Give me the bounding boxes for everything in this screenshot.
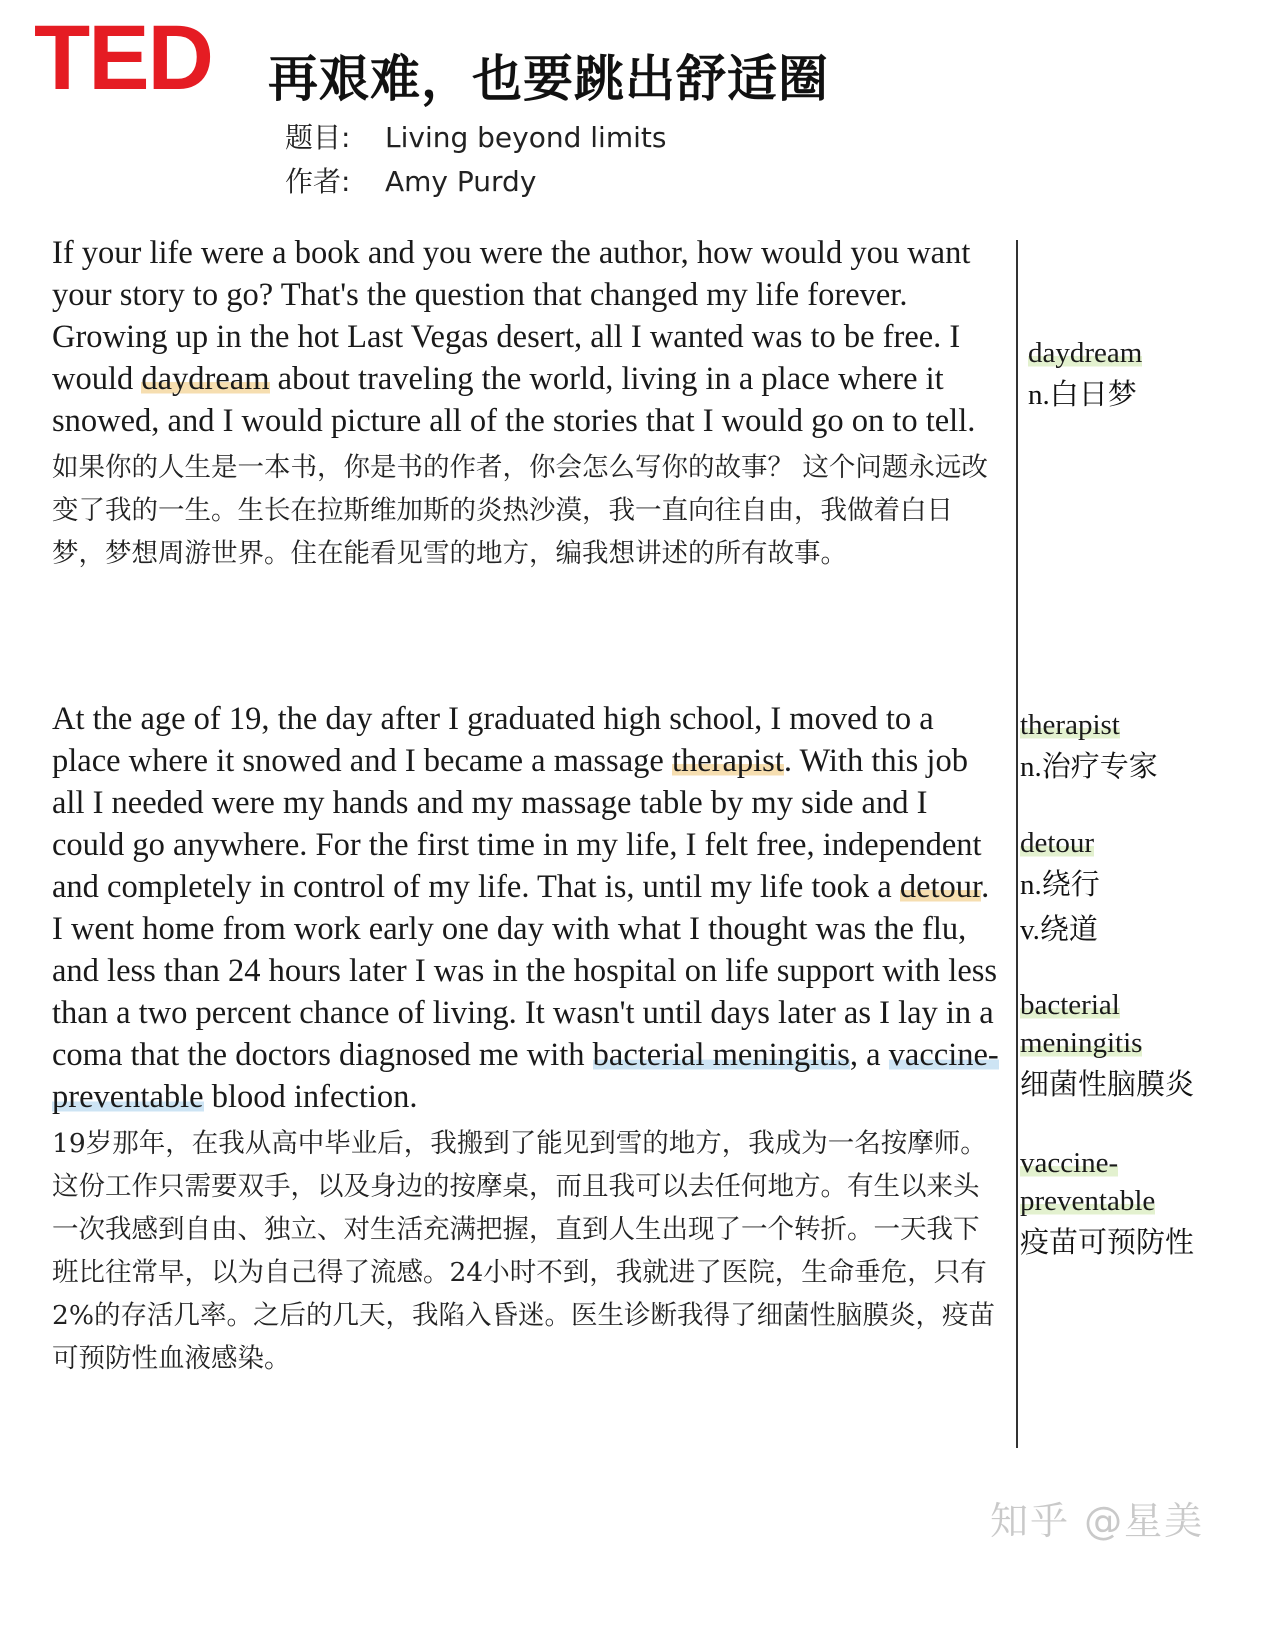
definition-text: 治疗专家: [1041, 749, 1158, 783]
text-span: about traveling the world, living in a place where it snowed, and I would picture all of the stories that I would go on to tell.: [52, 361, 976, 439]
vertical-divider: [1016, 240, 1018, 1448]
watermark: 知乎 @星美: [990, 1499, 1205, 1543]
glossary-word: [1020, 1144, 1170, 1220]
paragraph-1-chinese: 如果你的人生是一本书，你是书的作者，你会怎么写你的故事？ 这个问题永远改变了我的一生。生长在拉斯维加斯的炎热沙漠，我一直向往自由，我做着白日梦，梦想周游世界。住在能看见雪的地方，编我想讲述的所有故事。: [52, 452, 988, 569]
glossary-word-text: vaccine-preventable: [1020, 1147, 1156, 1217]
paragraph-2: [52, 698, 1002, 1380]
glossary-definition: [1028, 372, 1264, 417]
glossary-therapist: [1020, 706, 1260, 789]
glossary-word: [1028, 334, 1264, 372]
page-title: 再艰难，也要跳出舒适圈: [268, 50, 829, 108]
paragraph-2-english: [52, 698, 1002, 1118]
part-of-speech: n.: [1028, 379, 1050, 411]
glossary-word-text: therapist: [1020, 709, 1120, 741]
glossary-definition: [1020, 744, 1260, 789]
text-span: . I went home from work early one day with what I thought was the flu, and less than 24 hours later I was in the hospital on life support with less than a two percent chance of living. It wasn't until days later as I lay in a coma that the doctors diagnosed me with: [52, 869, 998, 1073]
text-span: If your life were a book and you were the author, how would you want your story to go? That's the question that changed my life forever. Growing up in the hot Last Vegas desert, all I wanted was to be free. I would: [52, 235, 971, 397]
paragraph-1-english: [52, 232, 1002, 442]
glossary-definition: [1020, 862, 1260, 907]
text-span: blood infection.: [203, 1079, 418, 1115]
paragraph-1: [52, 232, 1002, 575]
definition-text: 绕行: [1041, 867, 1100, 901]
text-span: , a: [849, 1037, 889, 1073]
glossary-word-text: detour: [1020, 827, 1095, 859]
author-row: [285, 162, 537, 202]
glossary-word-text: bacterial meningitis: [1020, 989, 1143, 1059]
glossary-detour: [1020, 824, 1260, 952]
ted-logo: TED: [34, 7, 212, 109]
definition-text: 绕道: [1039, 912, 1098, 946]
keyword-detour: detour: [899, 869, 982, 905]
author-label: 作者:: [285, 165, 351, 198]
glossary-word: [1020, 706, 1260, 744]
part-of-speech: v.: [1020, 914, 1040, 946]
keyword-bacterial-meningitis: bacterial meningitis: [592, 1037, 850, 1073]
definition-text: 白日梦: [1049, 377, 1137, 411]
topic-row: [285, 118, 667, 158]
glossary-vaccine-preventable: [1020, 1144, 1195, 1264]
text-span: At the age of 19, the day after I graduated high school, I moved to a place where it snowed and I became a massage: [52, 701, 934, 779]
glossary-word: [1020, 986, 1190, 1062]
keyword-vaccine-preventable: vaccine-preventable: [52, 1037, 999, 1115]
part-of-speech: n.: [1020, 751, 1042, 783]
keyword-therapist: therapist: [671, 743, 784, 779]
glossary-definition: 疫苗可预防性: [1020, 1225, 1195, 1259]
keyword-daydream: daydream: [141, 361, 270, 397]
topic-value: Living beyond limits: [385, 121, 667, 154]
glossary-daydream: [1028, 334, 1264, 417]
glossary-definition: 细菌性脑膜炎: [1020, 1067, 1195, 1101]
glossary-word: [1020, 824, 1260, 862]
glossary-definition-2: [1020, 907, 1260, 952]
glossary-bacterial-meningitis: [1020, 986, 1195, 1106]
text-span: . With this job all I needed were my hands and my massage table by my side and I could go anywhere. For the first time in my life, I felt free, independent and completely in control of my life. That is, until my life took a: [52, 743, 982, 905]
paragraph-2-chinese: 19岁那年，在我从高中毕业后，我搬到了能见到雪的地方，我成为一名按摩师。这份工作只需要双手，以及身边的按摩桌，而且我可以去任何地方。有生以来头一次我感到自由、独立、对生活充满把握，直到人生出现了一个转折。一天我下班比往常早，以为自己得了流感。24小时不到，我就进了医院，生命垂危，只有2%的存活几率。之后的几天，我陷入昏迷。医生诊断我得了细菌性脑膜炎，疫苗可预防性血液感染。: [52, 1128, 996, 1374]
author-value: Amy Purdy: [385, 165, 537, 198]
glossary-word-text: daydream: [1028, 337, 1143, 369]
part-of-speech: n.: [1020, 869, 1042, 901]
topic-label: 题目:: [285, 121, 351, 154]
